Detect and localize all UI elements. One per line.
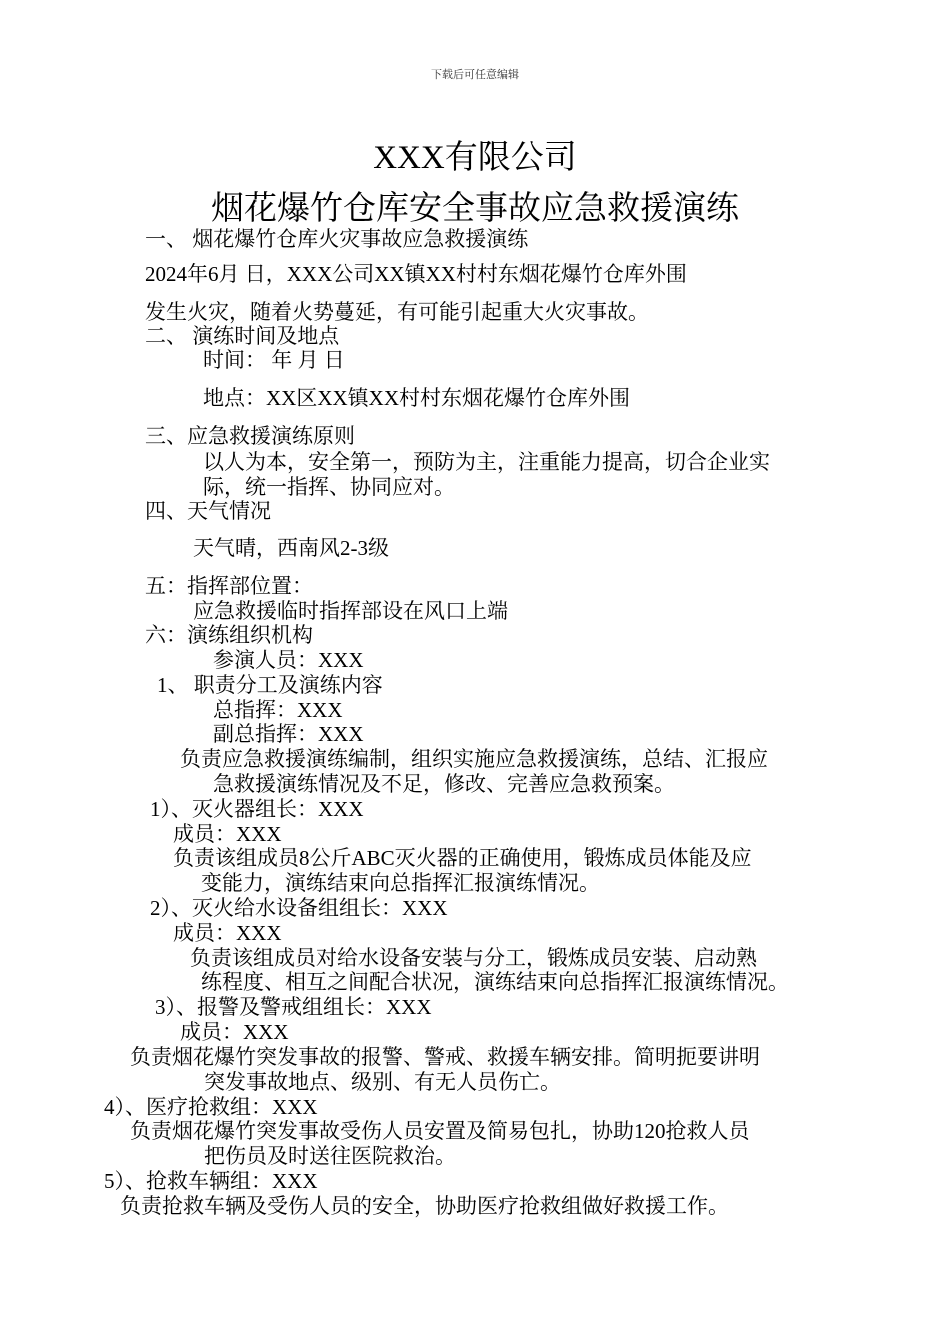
group-heading: 5）、抢救车辆组：XXX xyxy=(104,1169,318,1193)
paragraph-line: 成员：XXX xyxy=(180,1020,289,1044)
section-2-heading: 二、 演练时间及地点 xyxy=(145,324,340,348)
paragraph-line: 急救援演练情况及不足，修改、完善应急救预案。 xyxy=(213,772,675,796)
group-heading: 1）、灭火器组长：XXX xyxy=(150,797,364,821)
paragraph-line: 练程度、相互之间配合状况，演练结束向总指挥汇报演练情况。 xyxy=(201,970,789,994)
paragraph-line: 负责抢救车辆及受伤人员的安全，协助医疗抢救组做好救援工作。 xyxy=(120,1194,729,1218)
paragraph-line: 突发事故地点、级别、有无人员伤亡。 xyxy=(204,1070,561,1094)
paragraph-line: 负责烟花爆竹突发事故受伤人员安置及简易包扎，协助120抢救人员 xyxy=(130,1119,750,1143)
paragraph-line: 成员：XXX xyxy=(173,921,282,945)
paragraph-line: 以人为本，安全第一，预防为主，注重能力提高，切合企业实 xyxy=(203,450,770,474)
drill-time: 时间： 年 月 日 xyxy=(203,348,345,372)
weather-text: 天气晴，西南风2-3级 xyxy=(193,536,389,560)
paragraph-line: 负责该组成员8公斤ABC灭火器的正确使用，锻炼成员体能及应 xyxy=(173,846,752,870)
paragraph-line: 总指挥：XXX xyxy=(213,698,343,722)
paragraph-line: 负责该组成员对给水设备安装与分工，锻炼成员安装、启动熟 xyxy=(190,946,757,970)
paragraph-line: 发生火灾，随着火势蔓延，有可能引起重大火灾事故。 xyxy=(145,300,649,324)
paragraph-line: 负责应急救援演练编制，组织实施应急救援演练，总结、汇报应 xyxy=(180,747,768,771)
group-heading: 4）、医疗抢救组：XXX xyxy=(104,1095,318,1119)
group-heading: 2）、灭火给水设备组组长：XXX xyxy=(150,896,448,920)
paragraph-line: 负责烟花爆竹突发事故的报警、警戒、救援车辆安排。简明扼要讲明 xyxy=(130,1045,760,1069)
header-note: 下载后可任意编辑 xyxy=(431,69,519,81)
group-heading: 3）、报警及警戒组组长：XXX xyxy=(155,995,432,1019)
command-post-text: 应急救援临时指挥部设在风口上端 xyxy=(193,599,508,623)
paragraph-line: 2024年6月 日，XXX公司XX镇XX村村东烟花爆竹仓库外围 xyxy=(145,262,687,286)
section-5-heading: 五：指挥部位置： xyxy=(145,574,313,598)
section-6-heading: 六：演练组织机构 xyxy=(145,623,313,647)
drill-location: 地点：XX区XX镇XX村村东烟花爆竹仓库外围 xyxy=(203,386,630,410)
paragraph-line: 际，统一指挥、协同应对。 xyxy=(203,475,455,499)
paragraph-line: 参演人员：XXX xyxy=(213,648,364,672)
section-3-heading: 三、应急救援演练原则 xyxy=(145,424,355,448)
subsection-heading: 1、 职责分工及演练内容 xyxy=(157,673,383,697)
paragraph-line: 副总指挥：XXX xyxy=(213,722,364,746)
document-subtitle: 烟花爆竹仓库安全事故应急救援演练 xyxy=(211,191,739,227)
section-4-heading: 四、天气情况 xyxy=(145,499,271,523)
document-title: XXX有限公司 xyxy=(373,140,577,176)
paragraph-line: 把伤员及时送往医院救治。 xyxy=(204,1144,456,1168)
section-1-heading: 一、 烟花爆竹仓库火灾事故应急救援演练 xyxy=(145,227,529,251)
paragraph-line: 变能力，演练结束向总指挥汇报演练情况。 xyxy=(201,871,600,895)
paragraph-line: 成员：XXX xyxy=(173,822,282,846)
